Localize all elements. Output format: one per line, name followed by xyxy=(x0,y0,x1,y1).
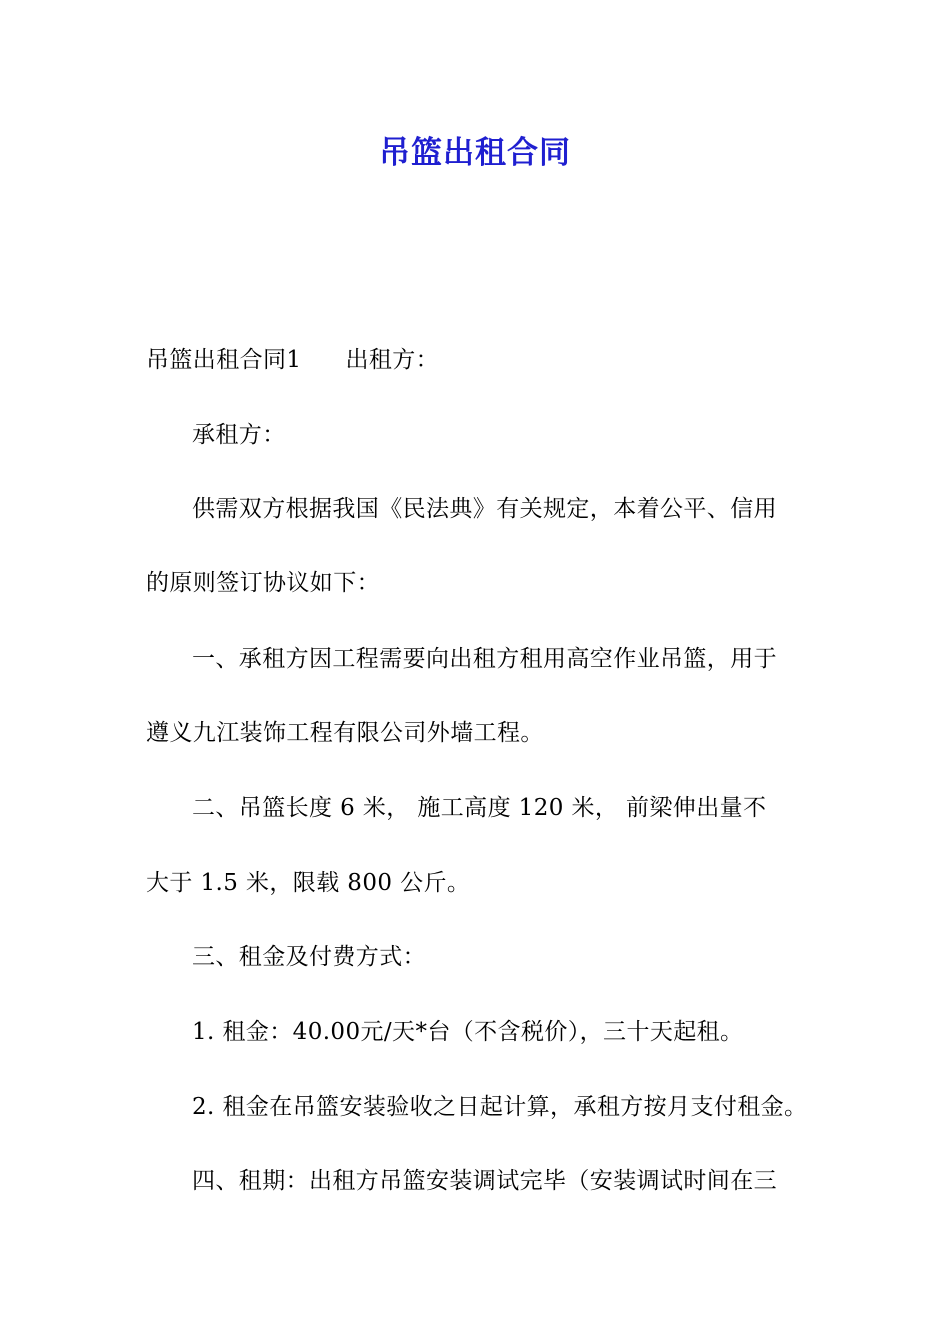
paragraph-intro-line-2: 的原则签订协议如下： xyxy=(146,570,380,596)
lessee-label: 承租方： xyxy=(192,422,286,448)
paragraph-intro-line-1: 供需双方根据我国《民法典》有关规定，本着公平、信用 xyxy=(192,496,777,522)
document-title: 吊篮出租合同 xyxy=(379,135,571,171)
contract-number-label: 吊篮出租合同1 xyxy=(146,347,302,373)
clause-3-item-2: 2. 租金在吊篮安装验收之日起计算，承租方按月支付租金。 xyxy=(192,1094,808,1120)
clause-2-line-2: 大于 1.5 米，限载 800 公斤。 xyxy=(146,870,471,896)
clause-3-item-1: 1. 租金：40.00元/天*台（不含税价），三十天起租。 xyxy=(192,1019,744,1045)
contract-heading-line xyxy=(146,345,814,375)
lessor-label: 出租方： xyxy=(345,347,440,373)
clause-3-heading: 三、租金及付费方式： xyxy=(192,944,426,970)
clause-4-line-1: 四、租期：出租方吊篮安装调试完毕（安装调试时间在三 xyxy=(192,1168,777,1194)
clause-2-line-1: 二、吊篮长度 6 米， 施工高度 120 米， 前梁伸出量不 xyxy=(192,795,767,821)
clause-1-line-2: 遵义九江装饰工程有限公司外墙工程。 xyxy=(146,720,544,746)
clause-1-line-1: 一、承租方因工程需要向出租方租用高空作业吊篮，用于 xyxy=(192,646,777,672)
